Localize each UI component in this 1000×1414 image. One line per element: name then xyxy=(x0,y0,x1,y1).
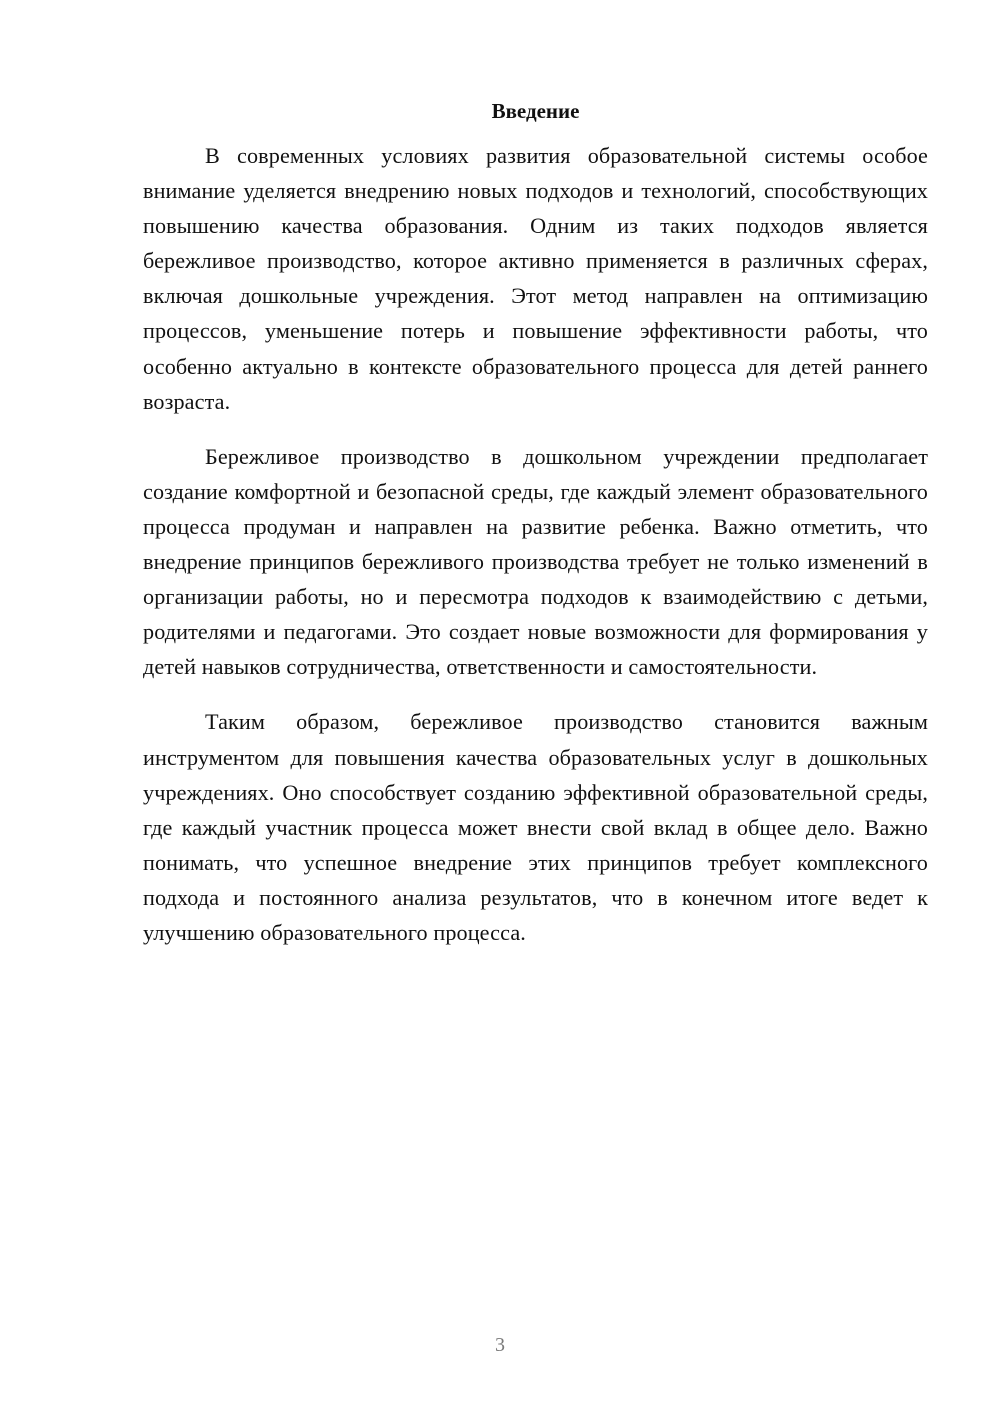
paragraph-3: Таким образом, бережливое производство становится важным инструментом для повышения качества образовательных услуг в дошкольных учреждениях. Оно способствует созданию эффективной образовательной среды, где каждый участник процесса может внести свой вклад в общее дело. Важно понимать, что успешное внедрение этих принципов требует комплексного подхода и постоянного анализа результатов, что в конечном итоге ведет к улучшению образовательного процесса. xyxy=(143,709,928,945)
paragraph-2: Бережливое производство в дошкольном учреждении предполагает создание комфортной и безопасной среды, где каждый элемент образовательного процесса продуман и направлен на развитие ребенка. Важно отметить, что внедрение принципов бережливого производства требует не только изменений в организации работы, но и пересмотра подходов к взаимодействию с детьми, родителями и педагогами. Это создает новые возможности для формирования у детей навыков сотрудничества, ответственности и самостоятельности. xyxy=(143,443,928,680)
page-number: 3 xyxy=(495,1334,505,1356)
page-content xyxy=(143,96,928,970)
section-title: Введение xyxy=(491,99,580,123)
paragraph-1: В современных условиях развития образовательной системы особое внимание уделяется внедрению новых подходов и технологий, способствующих повышению качества образования. Одним из таких подходов является бережливое производство, которое активно применяется в различных сферах, включая дошкольные учреждения. Этот метод направлен на оптимизацию процессов, уменьшение потерь и повышение эффективности работы, что особенно актуально в контексте образовательного процесса для детей раннего возраста. xyxy=(143,143,928,414)
